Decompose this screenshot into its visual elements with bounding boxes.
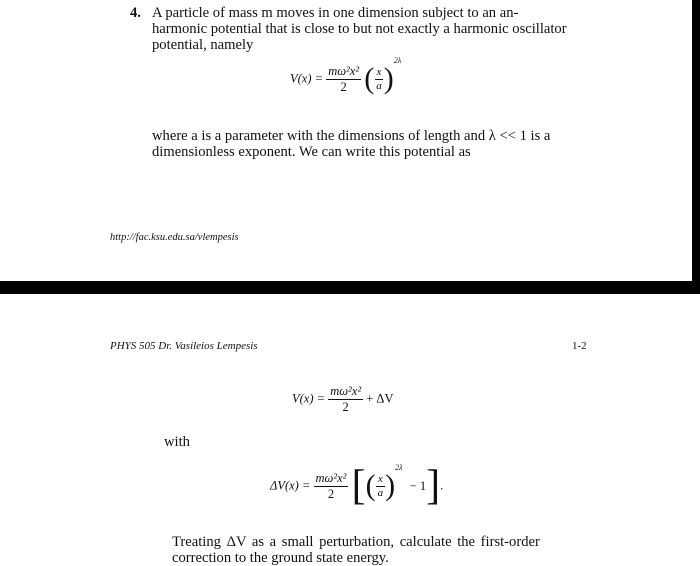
eq1-ratio-den: a xyxy=(376,79,382,92)
with-label: with xyxy=(164,434,190,450)
equation-split-potential xyxy=(292,384,393,414)
intro-line-3: potential, namely xyxy=(152,37,254,53)
problem-intro xyxy=(152,5,567,53)
after-line-2: dimensionless exponent. We can write this potential as xyxy=(152,144,471,160)
eq3-left-bracket: [ xyxy=(351,463,366,509)
final-line-1: Treating ΔV as a small perturbation, calculate the first-order xyxy=(172,534,540,550)
eq2-tail: + ΔV xyxy=(366,391,394,406)
eq3-numerator: mω²x² xyxy=(315,471,347,485)
eq1-numerator: mω²x² xyxy=(328,64,360,78)
eq1-fraction xyxy=(326,64,361,94)
eq1-denominator: 2 xyxy=(340,80,347,94)
eq1-ratio-num: x xyxy=(376,65,382,78)
problem-number: 4. xyxy=(130,5,141,21)
intro-line-2: harmonic potential that is close to but not exactly a harmonic oscillator xyxy=(152,21,567,37)
eq3-ratio-num: x xyxy=(377,472,383,485)
eq3-period: . xyxy=(440,478,444,493)
eq2-lhs: V(x) = xyxy=(292,391,326,406)
eq1-lhs: V(x) = xyxy=(290,71,324,86)
eq3-ratio-den: a xyxy=(377,486,384,499)
eq1-left-paren: ( xyxy=(364,62,375,95)
eq3-right-paren: ) xyxy=(385,469,396,502)
eq3-ratio xyxy=(376,474,386,499)
eq3-denominator: 2 xyxy=(327,487,335,501)
page-number: 1-2 xyxy=(572,340,587,352)
eq1-ratio xyxy=(374,67,384,92)
eq2-fraction xyxy=(328,384,363,414)
document-page-2 xyxy=(0,294,700,566)
eq1-right-paren: ) xyxy=(383,62,394,95)
eq3-fraction xyxy=(314,471,349,501)
eq3-lhs: ΔV(x) = xyxy=(270,478,311,493)
page-header-title: PHYS 505 Dr. Vasileios Lempesis xyxy=(110,340,258,352)
after-line-1: where a is a parameter with the dimensions of length and λ << 1 is a xyxy=(152,128,551,144)
eq1-exponent: 2λ xyxy=(393,55,402,65)
eq3-left-paren: ( xyxy=(365,469,376,502)
eq3-exponent: 2λ xyxy=(395,462,403,472)
eq2-denominator: 2 xyxy=(342,400,349,414)
eq2-numerator: mω²x² xyxy=(330,384,362,398)
intro-line-1: A particle of mass m moves in one dimension subject to an an- xyxy=(152,5,519,21)
eq3-right-bracket: ] xyxy=(426,463,441,509)
eq3-minus-one: − 1 xyxy=(409,478,427,493)
source-url[interactable]: http://fac.ksu.edu.sa/vlempesis xyxy=(110,232,239,243)
final-instruction xyxy=(172,534,540,566)
problem-continuation xyxy=(152,128,550,160)
document-page-1 xyxy=(0,0,692,281)
final-line-2: correction to the ground state energy. xyxy=(172,550,389,566)
equation-delta-v xyxy=(270,462,444,509)
